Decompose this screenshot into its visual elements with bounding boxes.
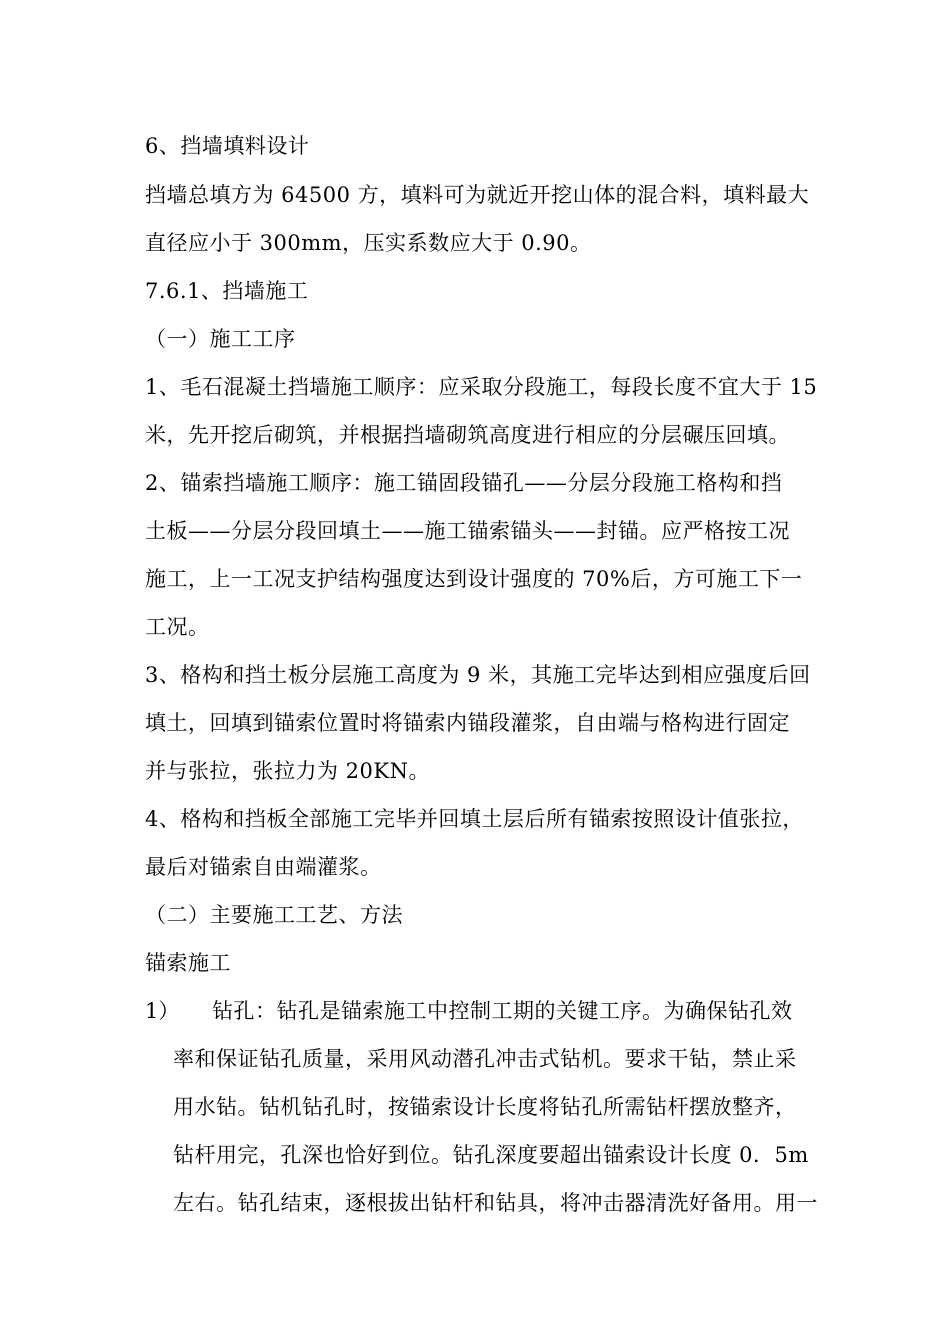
paragraph-line: 工况。: [145, 615, 210, 639]
subheading-procedure: （一）施工工序: [145, 327, 296, 351]
paragraph-line: 施工，上一工况支护结构强度达到设计强度的 70%后，方可施工下一: [145, 567, 803, 591]
paragraph-line: 挡墙总填方为 64500 方，填料可为就近开挖山体的混合料，填料最大: [145, 183, 810, 207]
heading-wall-construction: 7.6.1、挡墙施工: [145, 279, 309, 303]
paragraph-line: 填土，回填到锚索位置时将锚索内锚段灌浆，自由端与格构进行固定: [145, 711, 790, 735]
subheading-methods: （二）主要施工工艺、方法: [145, 903, 403, 927]
paragraph-line: 并与张拉，张拉力为 20KN。: [145, 759, 430, 783]
list-item-line: 率和保证钻孔质量，采用风动潜孔冲击式钻机。要求干钻，禁止采: [173, 1047, 797, 1071]
subheading-anchor-construction: 锚索施工: [145, 951, 231, 975]
list-item-line: 左右。钻孔结束，逐根拔出钻杆和钻具，将冲击器清洗好备用。用一: [173, 1191, 818, 1215]
paragraph-line: 2、锚索挡墙施工顺序：施工锚固段锚孔——分层分段施工格构和挡: [145, 471, 783, 495]
paragraph-line: 3、格构和挡土板分层施工高度为 9 米，其施工完毕达到相应强度后回: [145, 663, 811, 687]
paragraph-line: 4、格构和挡板全部施工完毕并回填土层后所有锚索按照设计值张拉，: [145, 807, 804, 831]
paragraph-line: 米，先开挖后砌筑，并根据挡墙砌筑高度进行相应的分层碾压回填。: [145, 423, 790, 447]
paragraph-line: 1、毛石混凝土挡墙施工顺序：应采取分段施工，每段长度不宜大于 15: [145, 375, 818, 399]
heading-fill-design: 6、挡墙填料设计: [145, 134, 310, 158]
paragraph-line: 土板——分层分段回填土——施工锚索锚头——封锚。应严格按工况: [145, 519, 790, 543]
paragraph-line: 最后对锚索自由端灌浆。: [145, 855, 382, 879]
list-item-line: 用水钻。钻机钻孔时，按锚索设计长度将钻孔所需钻杆摆放整齐，: [173, 1095, 797, 1119]
list-marker: 1）: [145, 999, 180, 1023]
list-item-line: 钻孔：钻孔是锚索施工中控制工期的关键工序。为确保钻孔效: [212, 999, 793, 1023]
list-item-line: 钻杆用完，孔深也恰好到位。钻孔深度要超出锚索设计长度 0．5m: [173, 1143, 809, 1167]
paragraph-line: 直径应小于 300mm，压实系数应大于 0.90。: [145, 231, 592, 255]
